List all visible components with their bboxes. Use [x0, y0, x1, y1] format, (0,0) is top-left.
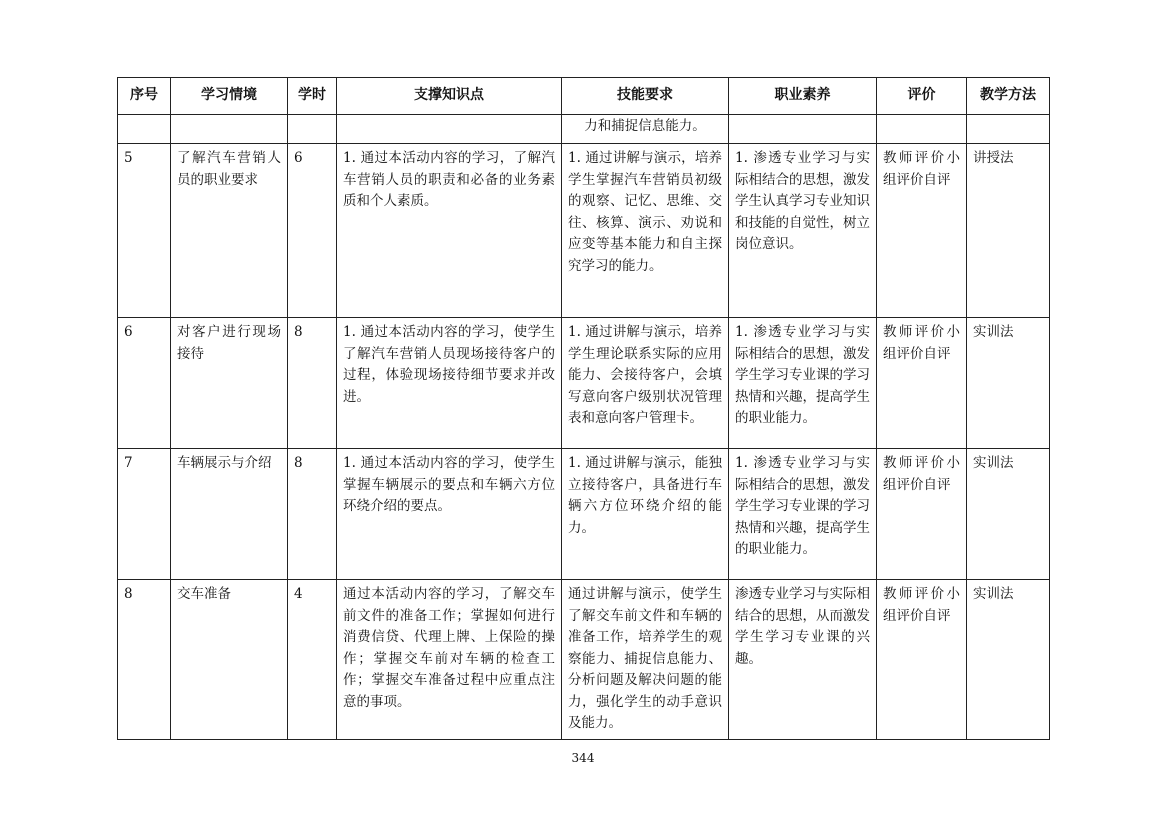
row-skill: 1. 通过讲解与演示，能独立接待客户，具备进行车辆六方位环绕介绍的能力。 [562, 449, 729, 580]
row-seq: 6 [118, 318, 171, 449]
row-literacy: 渗透专业学习与实际相结合的思想，从而激发学生学习专业课的兴趣。 [729, 580, 877, 740]
row-knowledge: 1. 通过本活动内容的学习，了解汽车营销人员的职责和必备的业务素质和个人素质。 [337, 144, 562, 318]
cont-knowledge [337, 115, 562, 144]
row-seq: 8 [118, 580, 171, 740]
continuation-row [118, 115, 1050, 144]
row-method: 实训法 [967, 318, 1050, 449]
row-skill: 1. 通过讲解与演示，培养学生理论联系实际的应用能力、会接待客户，会填写意向客户级别状况管理表和意向客户管理卡。 [562, 318, 729, 449]
row-seq: 5 [118, 144, 171, 318]
table-row [118, 449, 1050, 580]
cont-seq [118, 115, 171, 144]
row-method: 讲授法 [967, 144, 1050, 318]
row-hours: 6 [288, 144, 337, 318]
row-skill: 通过讲解与演示，使学生了解交车前文件和车辆的准备工作，培养学生的观察能力、捕捉信息能力、分析问题及解决问题的能力，强化学生的动手意识及能力。 [562, 580, 729, 740]
row-literacy: 1. 渗透专业学习与实际相结合的思想，激发学生学习专业课的学习热情和兴趣，提高学生的职业能力。 [729, 318, 877, 449]
header-hours: 学时 [288, 78, 337, 115]
table-row [118, 144, 1050, 318]
row-situation: 交车准备 [171, 580, 288, 740]
row-evaluation: 教师评价小组评价自评 [877, 144, 967, 318]
table-row [118, 580, 1050, 740]
row-situation: 车辆展示与介绍 [171, 449, 288, 580]
row-knowledge: 1. 通过本活动内容的学习，使学生掌握车辆展示的要点和车辆六方位环绕介绍的要点。 [337, 449, 562, 580]
header-row [118, 78, 1050, 115]
header-seq: 序号 [118, 78, 171, 115]
row-knowledge: 通过本活动内容的学习，了解交车前文件的准备工作；掌握如何进行消费信贷、代理上牌、上保险的操作；掌握交车前对车辆的检查工作；掌握交车准备过程中应重点注意的事项。 [337, 580, 562, 740]
row-hours: 8 [288, 449, 337, 580]
cont-hours [288, 115, 337, 144]
row-evaluation: 教师评价小组评价自评 [877, 318, 967, 449]
header-skill: 技能要求 [562, 78, 729, 115]
row-method: 实训法 [967, 449, 1050, 580]
header-literacy: 职业素养 [729, 78, 877, 115]
row-literacy: 1. 渗透专业学习与实际相结合的思想，激发学生认真学习专业知识和技能的自觉性，树立岗位意识。 [729, 144, 877, 318]
row-skill: 1. 通过讲解与演示，培养学生掌握汽车营销员初级的观察、记忆、思维、交往、核算、演示、劝说和应变等基本能力和自主探究学习的能力。 [562, 144, 729, 318]
row-literacy: 1. 渗透专业学习与实际相结合的思想，激发学生学习专业课的学习热情和兴趣，提高学生的职业能力。 [729, 449, 877, 580]
curriculum-table [117, 77, 1050, 740]
row-evaluation: 教师评价小组评价自评 [877, 580, 967, 740]
cont-situation [171, 115, 288, 144]
row-evaluation: 教师评价小组评价自评 [877, 449, 967, 580]
cont-skill: 力和捕捉信息能力。 [562, 115, 729, 144]
cont-evaluation [877, 115, 967, 144]
page-number: 344 [571, 751, 595, 765]
header-situation: 学习情境 [171, 78, 288, 115]
row-knowledge: 1. 通过本活动内容的学习，使学生了解汽车营销人员现场接待客户的过程，体验现场接待细节要求并改进。 [337, 318, 562, 449]
table-row [118, 318, 1050, 449]
row-situation: 对客户进行现场接待 [171, 318, 288, 449]
row-situation: 了解汽车营销人员的职业要求 [171, 144, 288, 318]
header-evaluation: 评价 [877, 78, 967, 115]
header-method: 教学方法 [967, 78, 1050, 115]
row-hours: 8 [288, 318, 337, 449]
cont-literacy [729, 115, 877, 144]
cont-method [967, 115, 1050, 144]
row-hours: 4 [288, 580, 337, 740]
row-method: 实训法 [967, 580, 1050, 740]
header-knowledge: 支撑知识点 [337, 78, 562, 115]
row-seq: 7 [118, 449, 171, 580]
